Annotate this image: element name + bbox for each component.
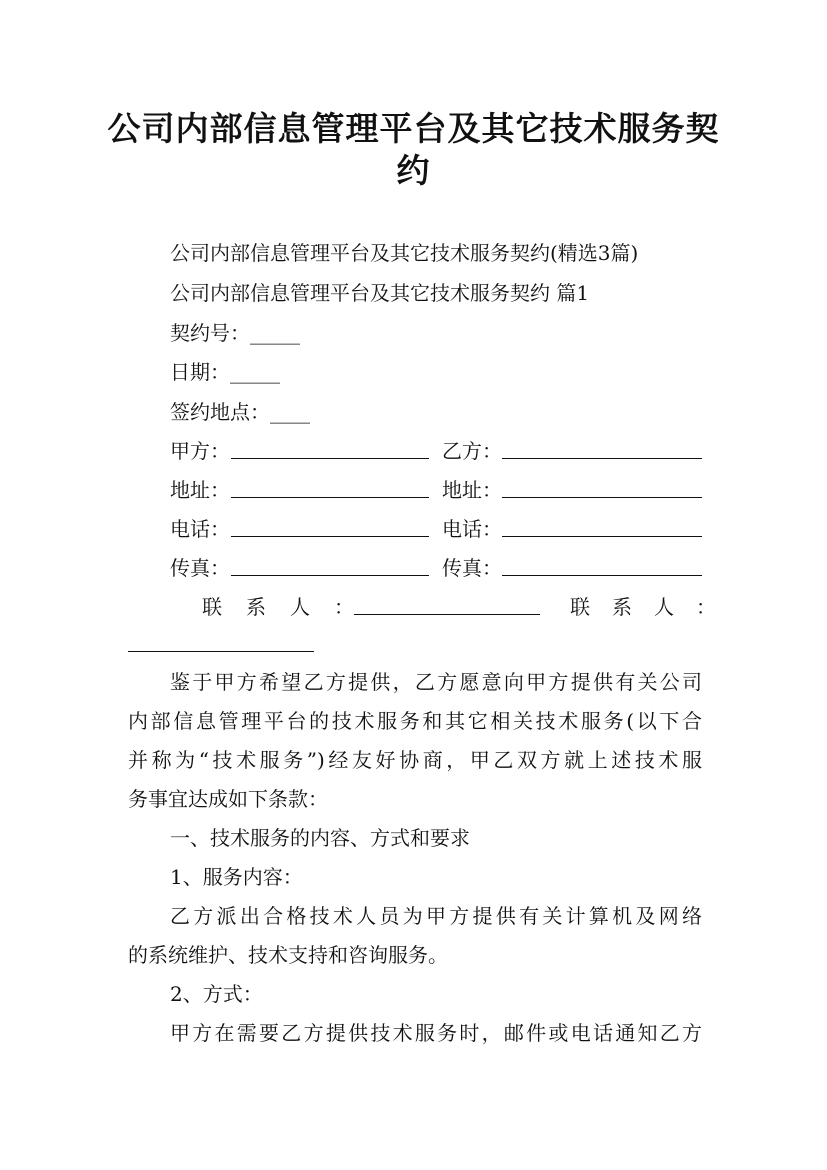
date-field: 日期：_____ — [170, 360, 280, 384]
party-a-phone-label: 电话： — [170, 517, 230, 541]
party-a-address-label: 地址： — [170, 478, 230, 502]
paragraph-1-line-2: 内部信息管理平台的技术服务和其它相关技术服务(以下合 — [128, 709, 702, 733]
party-a-fax-blank — [231, 575, 429, 576]
party-a-address-blank — [231, 497, 429, 498]
party-a-label: 甲方： — [170, 439, 230, 463]
contract-number-field: 契约号：_____ — [170, 321, 300, 345]
party-b-label: 乙方： — [442, 439, 502, 463]
party-b-contact-label: 联系人： — [570, 595, 738, 619]
party-b-contact-blank — [128, 651, 314, 652]
section-1-2-heading: 2、方式： — [170, 982, 263, 1006]
paragraph-2-line-2: 的系统维护、技术支持和咨询服务。 — [128, 943, 448, 967]
party-a-blank — [231, 458, 429, 459]
party-a-fax-label: 传真： — [170, 556, 230, 580]
party-b-phone-label: 电话： — [442, 517, 502, 541]
party-b-phone-blank — [502, 536, 702, 537]
paragraph-2-line-1: 乙方派出合格技术人员为甲方提供有关计算机及网络 — [170, 904, 702, 928]
paragraph-1-line-1: 鉴于甲方希望乙方提供，乙方愿意向甲方提供有关公司 — [170, 670, 702, 694]
subtitle: 公司内部信息管理平台及其它技术服务契约(精选3篇) — [170, 241, 639, 265]
party-b-address-blank — [502, 497, 702, 498]
document-title-line-2: 约 — [396, 151, 431, 190]
paragraph-3-line-1: 甲方在需要乙方提供技术服务时，邮件或电话通知乙方 — [170, 1021, 702, 1045]
signing-place-field: 签约地点：____ — [170, 400, 310, 424]
section-1-1-heading: 1、服务内容： — [170, 865, 303, 889]
party-b-address-label: 地址： — [442, 478, 502, 502]
party-a-phone-blank — [231, 536, 429, 537]
party-a-contact-blank — [354, 614, 540, 615]
paragraph-1-line-3: 并称为“技术服务”)经友好协商，甲乙双方就上述技术服 — [128, 748, 702, 772]
party-b-fax-label: 传真： — [442, 556, 502, 580]
document-title-line-1: 公司内部信息管理平台及其它技术服务契 — [107, 109, 720, 148]
party-b-blank — [502, 458, 702, 459]
party-a-contact-label: 联系人： — [202, 595, 378, 619]
paragraph-1-line-4: 务事宜达成如下条款： — [128, 787, 328, 811]
part-heading: 公司内部信息管理平台及其它技术服务契约 篇1 — [170, 281, 590, 305]
section-1-heading: 一、技术服务的内容、方式和要求 — [170, 826, 470, 850]
party-b-fax-blank — [502, 575, 702, 576]
